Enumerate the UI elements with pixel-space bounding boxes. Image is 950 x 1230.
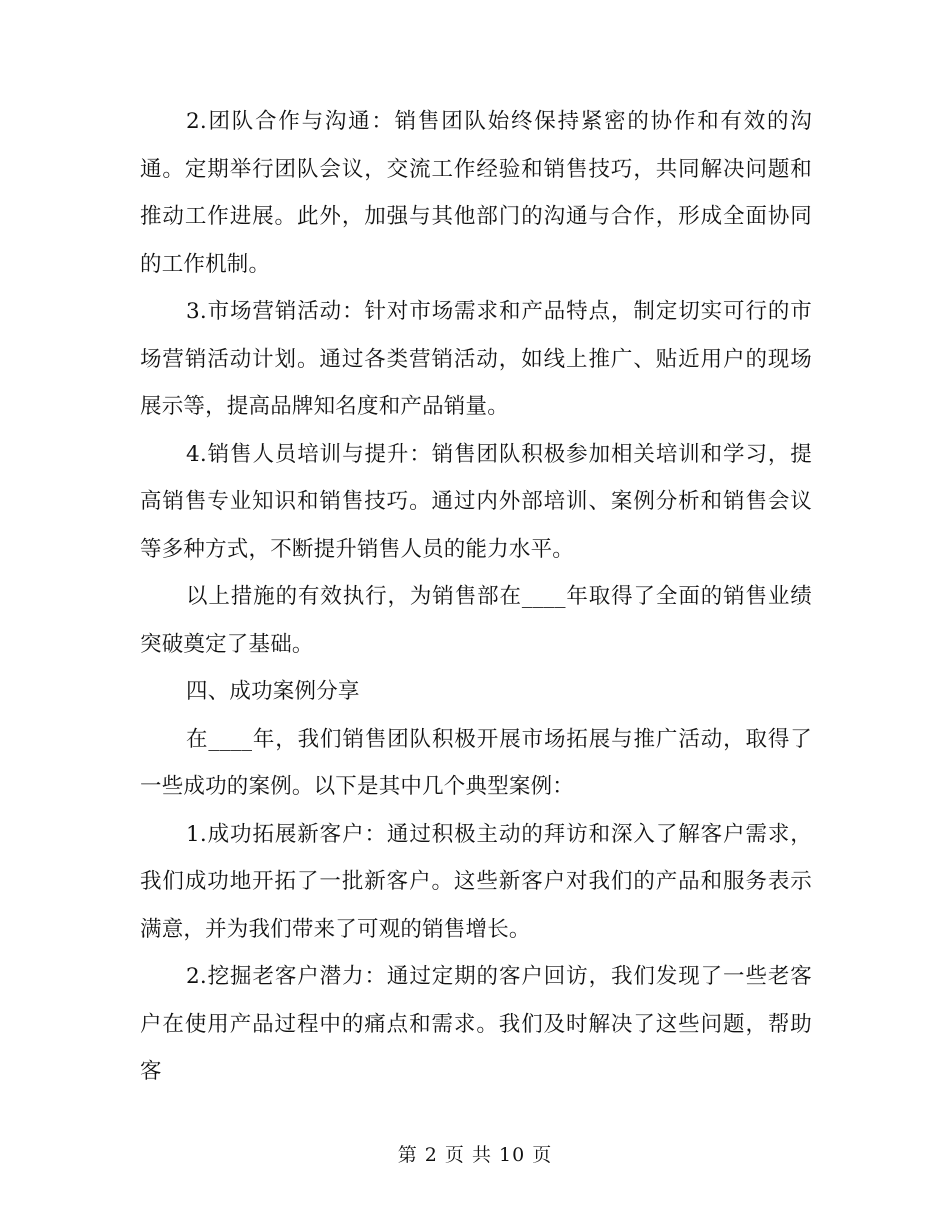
paragraph-summary: 以上措施的有效执行，为销售部在____年取得了全面的销售业绩突破奠定了基础。 xyxy=(140,584,812,657)
section-heading: 四、成功案例分享 xyxy=(186,679,360,704)
document-body xyxy=(140,98,812,1096)
paragraph-case-old-clients: 2.挖掘老客户潜力：通过定期的客户回访，我们发现了一些老客户在使用产品过程中的痛点和需求。我们及时解决了这些问题，帮助客 xyxy=(140,964,812,1084)
paragraph-case-new-clients: 1.成功拓展新客户：通过积极主动的拜访和深入了解客户需求，我们成功地开拓了一批新客户。这些新客户对我们的产品和服务表示满意，并为我们带来了可观的销售增长。 xyxy=(140,821,812,942)
paragraph-team-cooperation: 2.团队合作与沟通：销售团队始终保持紧密的协作和有效的沟通。定期举行团队会议，交流工作经验和销售技巧，共同解决问题和推动工作进展。此外，加强与其他部门的沟通与合作，形成全面协同的工作机制。 xyxy=(140,109,812,277)
paragraph-staff-training: 4.销售人员培训与提升：销售团队积极参加相关培训和学习，提高销售专业知识和销售技巧。通过内外部培训、案例分析和销售会议等多种方式，不断提升销售人员的能力水平。 xyxy=(140,441,812,562)
page-number-footer: 第 2 页 共 10 页 xyxy=(397,1144,553,1166)
paragraph-cases-intro: 在____年，我们销售团队积极开展市场拓展与推广活动，取得了一些成功的案例。以下是其中几个典型案例： xyxy=(140,726,812,799)
paragraph-marketing-activities: 3.市场营销活动：针对市场需求和产品特点，制定切实可行的市场营销活动计划。通过各类营销活动，如线上推广、贴近用户的现场展示等，提高品牌知名度和产品销量。 xyxy=(140,299,812,419)
